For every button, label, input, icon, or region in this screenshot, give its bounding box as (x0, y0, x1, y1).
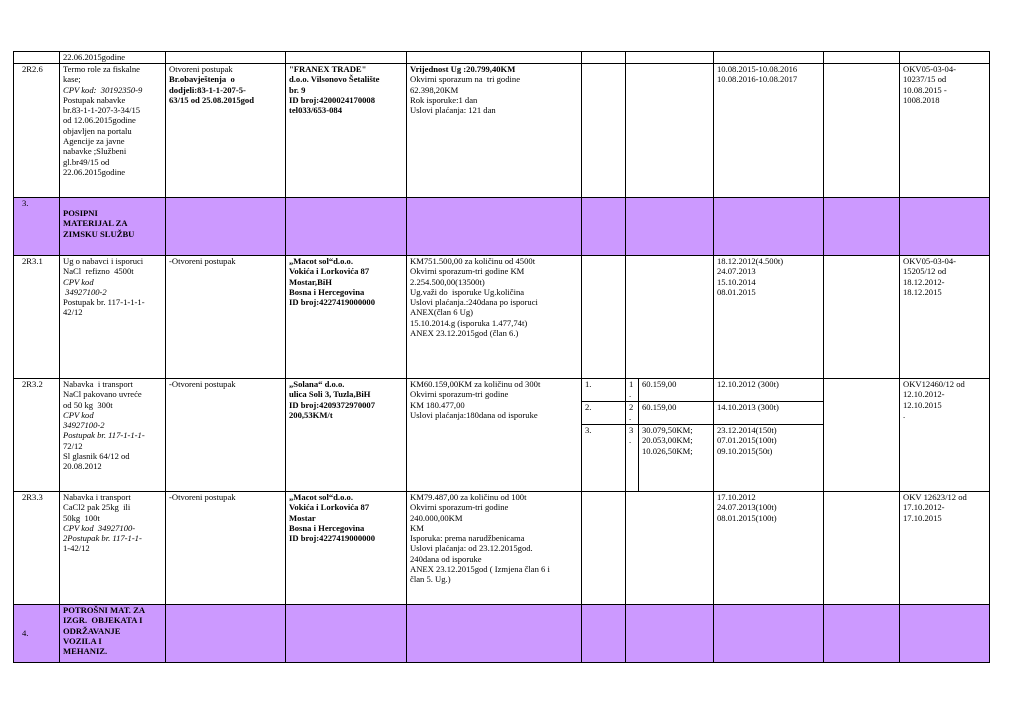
annex-date (714, 379, 823, 402)
annex-amount-wrap (626, 379, 713, 491)
text-line: 22.06.2015godine (63, 166, 126, 177)
text-line: ANEX 23.12.2015god ( Izmjena član 6 i (410, 564, 550, 575)
section-row (14, 605, 990, 663)
text-line: ID broj:4200024170008 (289, 94, 376, 105)
annex-number-text: 2. (585, 402, 592, 412)
annex-amount (639, 425, 713, 467)
text-line: Ug.važi do isporuke Ug.količina (410, 286, 525, 297)
text-line: Okvirni sporazum-tri godine (410, 502, 509, 513)
text-line: -Otvoreni postupak (169, 256, 236, 266)
text-line: 10237/15 od (903, 74, 947, 85)
text-line: ID broj:4227419000000 (289, 533, 376, 544)
cell-annex-num (582, 379, 626, 492)
cell-dates (714, 605, 824, 663)
text-line: 62.398,20KM (410, 84, 459, 95)
cell-contract (900, 492, 990, 605)
annex-sub-stack (626, 379, 639, 491)
cell-contract (900, 52, 990, 64)
text-line: 63/15 od 25.08.2015god (169, 94, 254, 105)
cell-procedure (166, 64, 286, 198)
text-line: OKV12460/12 od (903, 379, 965, 389)
text-line: Mostar (289, 512, 316, 523)
annex-sub-text: 2 (629, 402, 634, 412)
text-line: nabavke ;Službeni (63, 146, 127, 157)
annex-date-text: 07.01.2015(100t) (717, 435, 777, 446)
text-line: 2Postupak br. 117-1-1- (63, 533, 142, 544)
cell-blank (824, 605, 900, 663)
text-line: 17.10.2015 (903, 512, 942, 523)
cell-id (14, 198, 60, 256)
text-line: 10.08.2015 - (903, 84, 947, 95)
text-line: OKV 12623/12 od (903, 492, 967, 502)
annex-sub-text: 1 (629, 379, 634, 389)
cell-contract (900, 379, 990, 492)
cell-dates (714, 198, 824, 256)
cell-supplier (286, 379, 407, 492)
text-line: od 12.06.2015godine (63, 115, 136, 126)
text-line: Bosna i Hercegovina (289, 286, 365, 297)
cell-section-title (60, 198, 166, 256)
text-line: 18.12.2012- (903, 276, 945, 287)
text-line: 200,53KM/t (289, 409, 333, 420)
section-number: 4. (22, 628, 29, 639)
table-row (14, 492, 990, 605)
text-line: Postupak nabavke (63, 94, 126, 105)
cell-annex-num (582, 52, 626, 64)
cell-annex-amount (626, 379, 714, 492)
annex-date (714, 402, 823, 425)
text-line: kase; (63, 74, 81, 85)
table-row (14, 256, 990, 379)
text-line: tel033/653-084 (289, 105, 342, 116)
row-id: 2R3.3 (22, 492, 43, 502)
annex-date-stack (714, 379, 823, 467)
text-line: objavljen na portalu (63, 125, 132, 136)
row-id: 2R3.2 (22, 379, 43, 389)
annex-amount-text: 10.026,50KM; (642, 445, 693, 456)
annex-amount-text: 30.079,50KM; (642, 425, 693, 435)
text-line: Okvirni sporazum-tri godine (410, 389, 509, 400)
text-line: ulica Soli 3, Tuzla,BiH (289, 389, 371, 400)
cell-annex-num (582, 198, 626, 256)
table-row (14, 52, 990, 64)
text-line: Sl glasnik 64/12 od (63, 451, 130, 462)
text-line: Postupak br. 117-1-1-1- (63, 297, 145, 308)
text-line: 240.000,00KM (410, 512, 463, 523)
text-line: 24.07.2013 (717, 266, 756, 277)
cell-blank (824, 64, 900, 198)
text-line: Okvirni sporazum-tri godine KM (410, 266, 525, 277)
text-line: VOZILA I (63, 635, 102, 646)
cell-dates (714, 256, 824, 379)
text-line: Postupak br. 117-1-1-1- (63, 430, 145, 441)
text-line: 22.06.2015godine (63, 52, 126, 62)
text-line: OKV05-03-04- (903, 256, 956, 266)
annex-sub: 2 . (626, 402, 638, 425)
cell-section-title (60, 605, 166, 663)
annex-sub-text: 3 (629, 425, 634, 435)
cell-dates (714, 52, 824, 64)
annex-date-text: 23.12.2014(150t) (717, 425, 777, 435)
text-line: gl.br49/15 od (63, 156, 110, 167)
text-line: 72/12 (63, 440, 83, 451)
text-line: ANEX(član 6 Ug) (410, 307, 474, 318)
text-line: POSIPNI (63, 208, 98, 218)
cell-id (14, 492, 60, 605)
cell-supplier (286, 52, 407, 64)
text-line: 18.12.2015 (903, 286, 942, 297)
cell-id (14, 52, 60, 64)
cell-supplier (286, 492, 407, 605)
text-line: Bosna i Hercegovina (289, 522, 365, 533)
annex-sub: 1 . (626, 379, 638, 402)
text-line: Mostar,BiH (289, 276, 332, 287)
section-number: 3. (22, 198, 29, 208)
annex-number (582, 425, 625, 467)
text-line: 08.01.2015 (717, 286, 756, 297)
cell-annex-amount (626, 52, 714, 64)
text-line: CaCl2 pak 25kg ili (63, 502, 131, 513)
text-line: Okvirni sporazum na tri godine (410, 74, 521, 85)
text-line: Uslovi plaćanja:180dana od isporuke (410, 409, 538, 420)
text-line: ANEX 23.12.2015god (član 6.) (410, 328, 519, 339)
cell-blank (824, 379, 900, 492)
text-line: član 5. Ug.) (410, 574, 451, 585)
cell-description (60, 492, 166, 605)
text-line: br.83-1-1-207-3-34/15 (63, 105, 141, 116)
annex-amount-text: 60.159,00 (642, 402, 677, 412)
cell-contract (900, 64, 990, 198)
text-line: „Macot sol“d.o.o. (289, 492, 353, 502)
cell-annex-amount (626, 605, 714, 663)
cell-description (60, 64, 166, 198)
text-line: Nabavka i transport (63, 492, 131, 502)
text-line: IZGR. OBJEKATA I (63, 615, 143, 626)
annex-number-text: 1. (585, 379, 592, 389)
text-line: Otvoreni postupak (169, 64, 233, 74)
text-line: CPV kod (63, 409, 94, 420)
text-line: 10.08.2015-10.08.2016 (717, 64, 798, 74)
text-line: CPV kod 34927100- (63, 522, 136, 533)
cell-value (407, 256, 582, 379)
text-line: "FRANEX TRADE" (289, 64, 367, 74)
cell-blank (824, 198, 900, 256)
text-line: 1008.2018 (903, 94, 940, 105)
text-line: NaCl pakovano uvreće (63, 389, 142, 400)
cell-id (14, 64, 60, 198)
cell-procedure (166, 492, 286, 605)
text-line: OKV05-03-04- (903, 64, 956, 74)
text-line: 34927100-2 (63, 286, 107, 297)
annex-amount (639, 402, 713, 425)
text-line: Isporuka: prema narudžbenicama (410, 533, 525, 544)
cell-description (60, 52, 166, 64)
text-line: 15.10.2014.g (isporuka 1.477,74t) (410, 317, 528, 328)
text-line: 50kg 100t (63, 512, 100, 523)
cell-value (407, 198, 582, 256)
cell-supplier (286, 198, 407, 256)
text-line: br. 9 (289, 84, 306, 95)
text-line: 12.10.2012- (903, 389, 945, 400)
cell-value (407, 492, 582, 605)
text-line: MEHANIZ. (63, 646, 108, 657)
text-line: 10.08.2016-10.08.2017 (717, 74, 798, 85)
cell-blank (824, 492, 900, 605)
text-line: KM 180.477,00 (410, 399, 465, 410)
text-line: 1-42/12 (63, 543, 90, 554)
cell-dates (714, 64, 824, 198)
text-line: 240dana od isporuke (410, 553, 482, 564)
text-line: ODRŽAVANJE (63, 625, 121, 636)
text-line: 24.07.2013(100t) (717, 502, 777, 513)
text-line: ID broj:4227419000000 (289, 297, 376, 308)
annex-date (714, 425, 823, 467)
annex-amount-text: 60.159,00 (642, 379, 677, 389)
cell-annex-amount (626, 198, 714, 256)
text-line: CPV kod: 30192350-9 (63, 84, 143, 95)
text-line: Termo role za fiskalne (63, 64, 140, 74)
text-line: KM (410, 522, 424, 533)
cell-id (14, 605, 60, 663)
cell-annex-num (582, 605, 626, 663)
text-line: Ug o nabavci i isporuci (63, 256, 144, 266)
text-line: -Otvoreni postupak (169, 492, 236, 502)
cell-value (407, 605, 582, 663)
procurement-table (13, 51, 990, 663)
text-line: od 50 kg 300t (63, 399, 113, 410)
cell-supplier (286, 256, 407, 379)
annex-amount-text: 20.053,00KM; (642, 435, 693, 446)
text-line: Vokića i Lorkovića 87 (289, 266, 370, 277)
text-line: 20.08.2012 (63, 461, 102, 472)
text-line: Br.obavještenja o (169, 74, 235, 85)
text-line: „Macot sol“d.o.o. (289, 256, 353, 266)
cell-value (407, 379, 582, 492)
text-line: d.o.o. Vilsonovo Šetalište (289, 74, 380, 85)
cell-supplier (286, 605, 407, 663)
annex-number (582, 379, 625, 402)
table-row (14, 64, 990, 198)
cell-blank (824, 52, 900, 64)
cell-procedure (166, 52, 286, 64)
cell-description (60, 379, 166, 492)
cell-contract (900, 256, 990, 379)
cell-dates (714, 379, 824, 492)
cell-procedure (166, 198, 286, 256)
cell-annex-num (582, 492, 626, 605)
text-line: „Solana“ d.o.o. (289, 379, 345, 389)
cell-annex-num (582, 256, 626, 379)
cell-procedure (166, 605, 286, 663)
text-line: Uslovi plaćanja.:240dana po isporuci (410, 297, 538, 308)
cell-annex-amount (626, 492, 714, 605)
text-line: CPV kod (63, 276, 94, 287)
text-line: KM79.487,00 za količinu od 100t (410, 492, 527, 502)
row-id: 2R2.6 (22, 64, 43, 74)
text-line: -Otvoreni postupak (169, 379, 236, 389)
text-line: Rok isporuke:1 dan (410, 94, 478, 105)
text-line: 15.10.2014 (717, 276, 756, 287)
text-line: ID broj:4209372970007 (289, 399, 376, 410)
text-line: KM60.159,00KM za količinu od 300t (410, 379, 541, 389)
table-row (14, 379, 990, 492)
annex-number-text: 3. (585, 425, 592, 435)
cell-contract (900, 198, 990, 256)
text-line: Vrijednost Ug :20.799,40KM (410, 64, 516, 74)
cell-supplier (286, 64, 407, 198)
text-line: ZIMSKU SLUŽBU (63, 228, 135, 239)
text-line: 15205/12 od (903, 266, 947, 277)
section-row (14, 198, 990, 256)
text-line: MATERIJAL ZA (63, 218, 128, 229)
text-line: 18.12.2012(4.500t) (717, 256, 784, 266)
annex-amount (639, 379, 713, 402)
text-line: 42/12 (63, 307, 83, 318)
text-line: 12.10.2015 (903, 399, 942, 410)
annex-date-text: 09.10.2015(50t) (717, 445, 773, 456)
text-line: 34927100-2 (63, 420, 105, 431)
cell-value (407, 64, 582, 198)
cell-blank (824, 256, 900, 379)
text-line: Uslovi plaćanja: 121 dan (410, 105, 496, 116)
cell-procedure (166, 379, 286, 492)
text-line: Uslovi plaćanja: od 23.12.2015god. (410, 543, 533, 554)
annex-number-stack (582, 379, 625, 467)
row-id: 2R3.1 (22, 256, 43, 266)
text-line: Vokića i Lorkovića 87 (289, 502, 370, 513)
annex-number (582, 402, 625, 425)
cell-description (60, 256, 166, 379)
text-line: Agencije za javne (63, 136, 125, 147)
cell-contract (900, 605, 990, 663)
text-line: 2.254.500,00(13500t) (410, 276, 485, 287)
annex-amount-stack (639, 379, 713, 491)
text-line: 08.01.2015(100t) (717, 512, 777, 523)
text-line: 17.10.2012- (903, 502, 945, 513)
annex-date-text: 14.10.2013 (300t) (717, 402, 779, 412)
text-line: KM751.500,00 za količinu od 4500t (410, 256, 536, 266)
cell-annex-amount (626, 64, 714, 198)
cell-annex-num (582, 64, 626, 198)
cell-procedure (166, 256, 286, 379)
text-line: . (903, 409, 906, 420)
text-line: POTROŠNI MAT. ZA (63, 605, 146, 615)
cell-id (14, 379, 60, 492)
text-line: dodjeli:83-1-1-207-5- (169, 84, 246, 95)
cell-id (14, 256, 60, 379)
text-line: NaCl refizno 4500t (63, 266, 134, 277)
annex-sub: 3 . (629, 425, 634, 446)
text-line: Nabavka i transport (63, 379, 133, 389)
cell-annex-amount (626, 256, 714, 379)
text-line: 17.10.2012 (717, 492, 756, 502)
cell-dates (714, 492, 824, 605)
cell-value (407, 52, 582, 64)
annex-date-text: 12.10.2012 (300t) (717, 379, 779, 389)
